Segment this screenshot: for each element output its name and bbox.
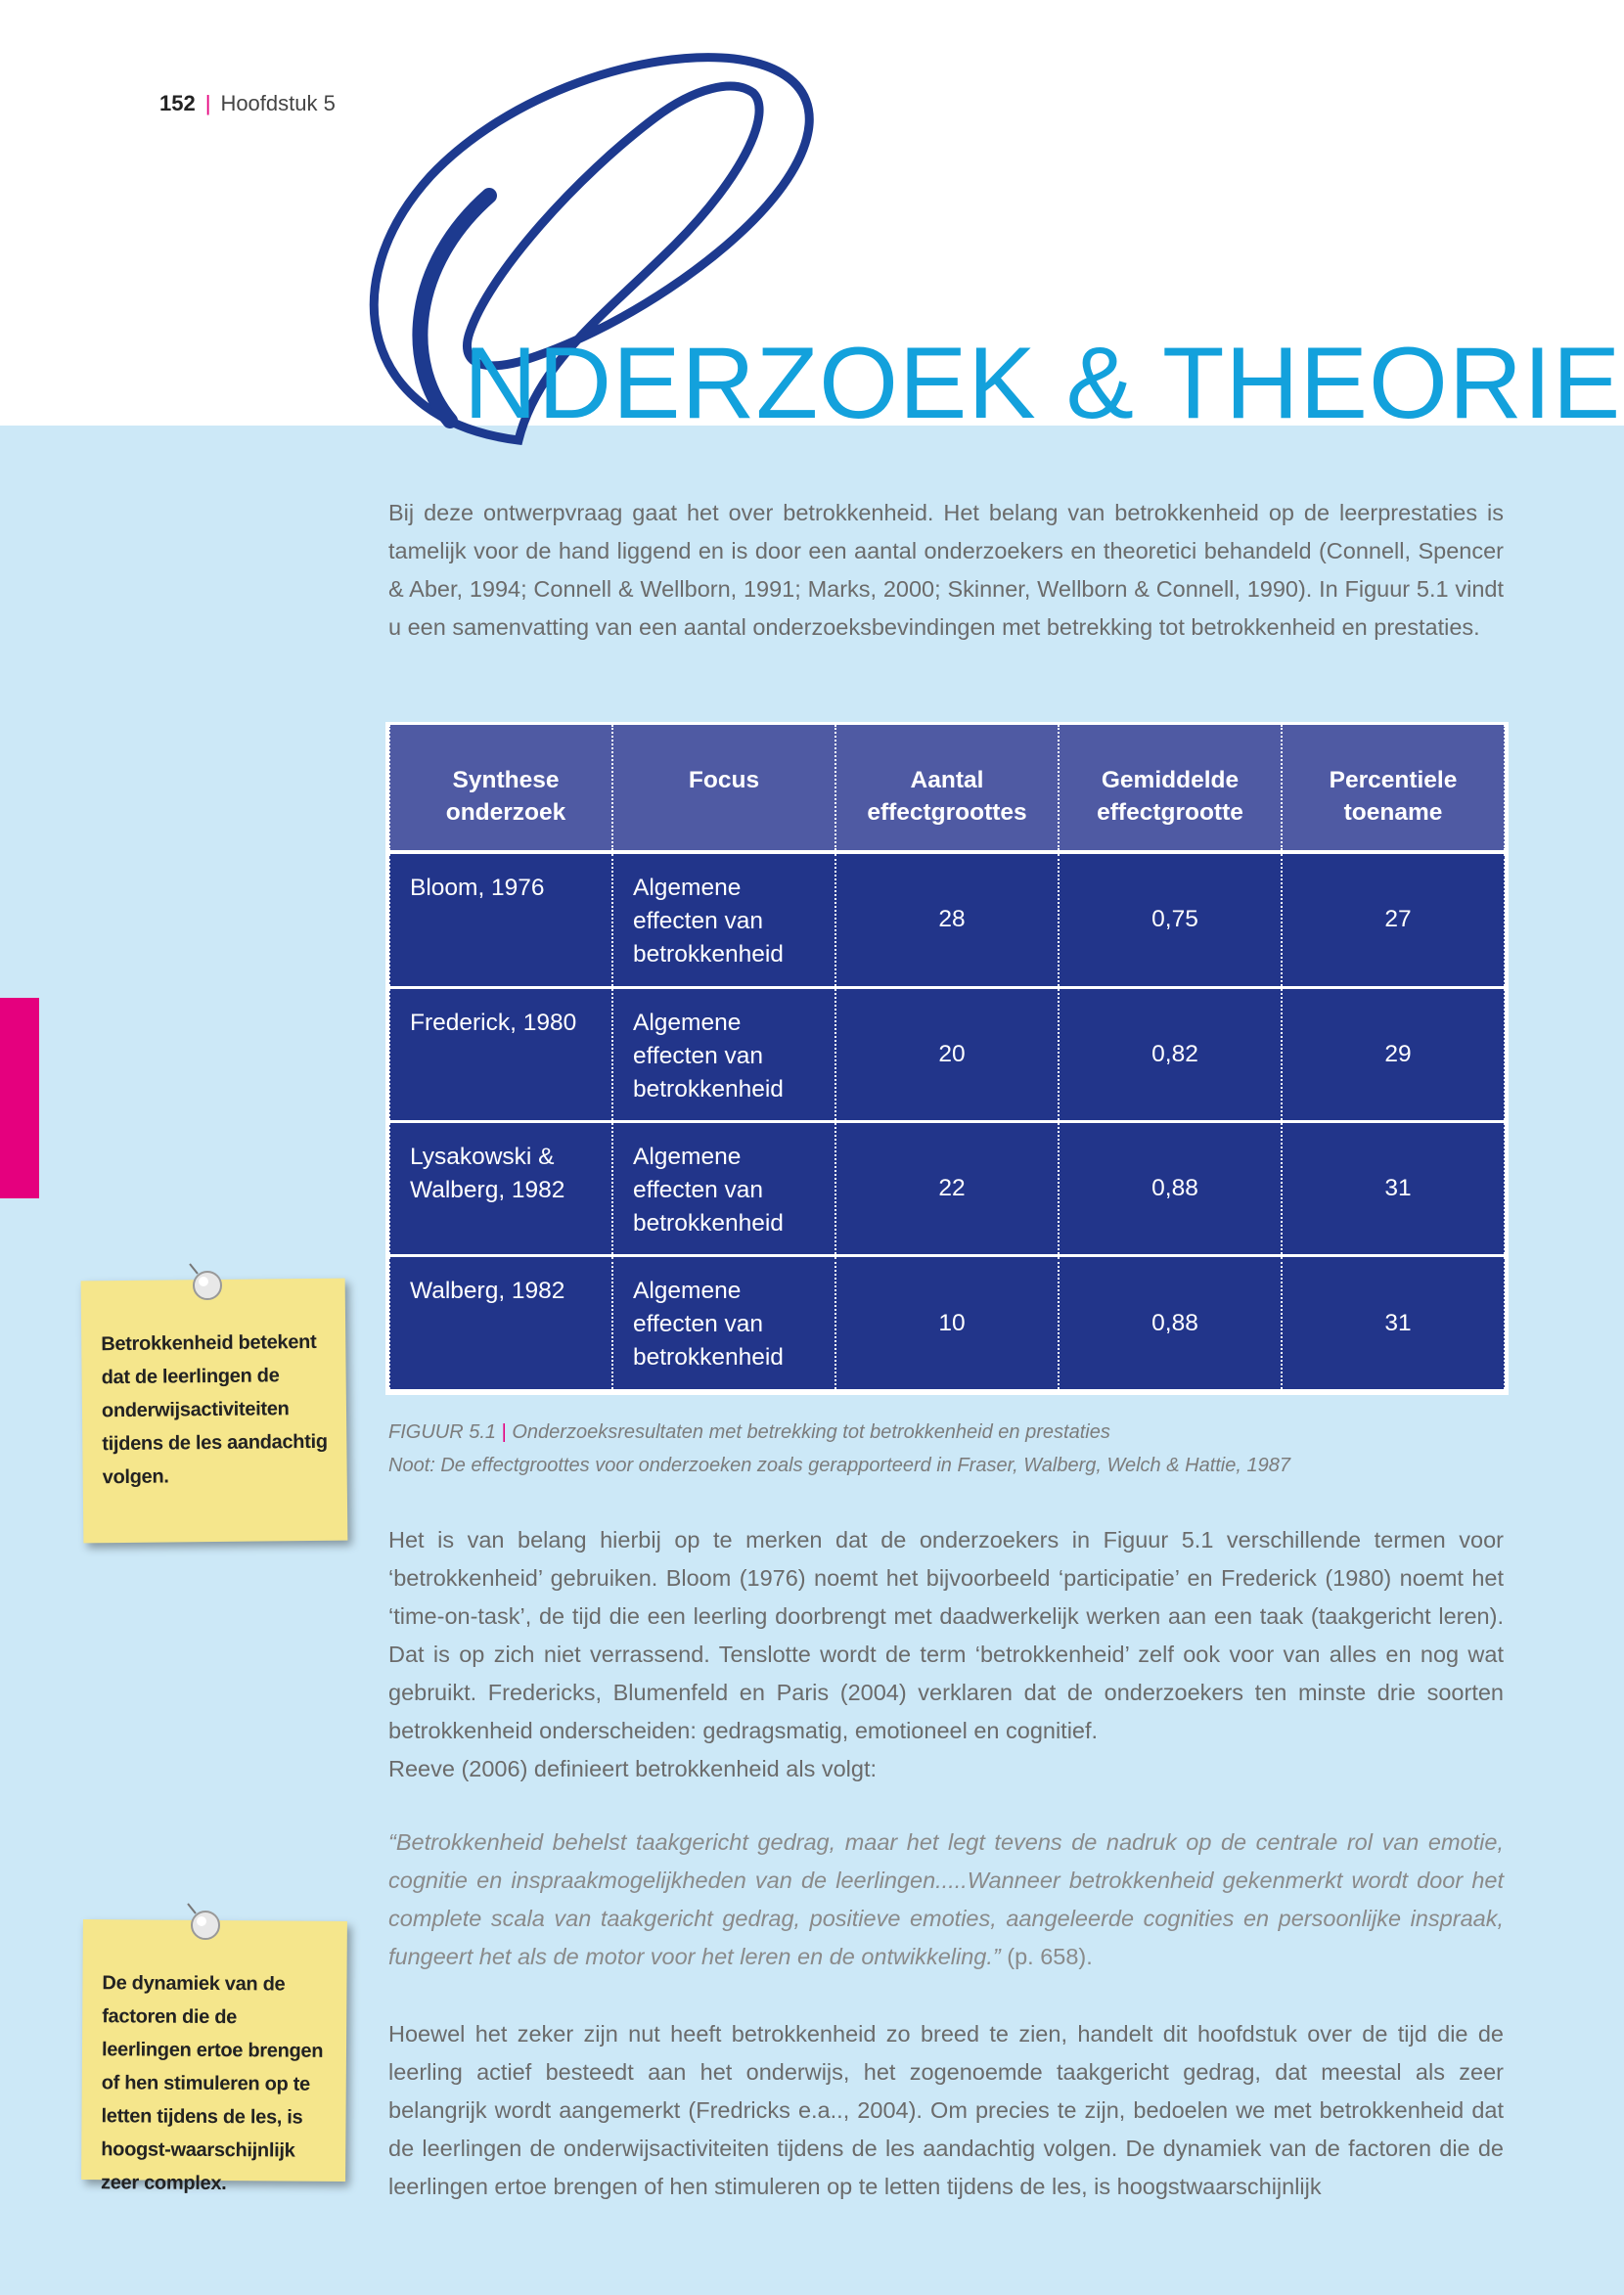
header-focus: Focus — [612, 725, 835, 852]
cell-count: 10 — [835, 1256, 1059, 1391]
quote-reference: (p. 658). — [1000, 1944, 1093, 1969]
table-header-row — [389, 725, 1505, 852]
sticky-note-2 — [81, 1919, 347, 2195]
cell-mean: 0,75 — [1059, 852, 1282, 987]
cell-percentile: 29 — [1282, 987, 1505, 1121]
reeve-quote — [388, 1823, 1504, 1976]
sticky-note-1 — [81, 1279, 348, 1544]
cell-mean: 0,88 — [1059, 1121, 1282, 1255]
cell-mean: 0,88 — [1059, 1256, 1282, 1391]
header-mean: Gemiddelde effectgrootte — [1059, 725, 1282, 852]
intro-paragraph: Bij deze ontwerpvraag gaat het over betrokkenheid. Het belang van betrokkenheid op de leerprestaties is tamelijk voor de hand liggend en is door een aantal onderzoekers en theoretici behandeld (Connell, Spencer & Aber, 1994; Connell & Wellborn, 1991; Marks, 2000; Skinner, Wellborn & Connell, 1990). In Figuur 5.1 vindt u een samenvatting van een aantal onderzoeksbevindingen met betrekking tot betrokkenheid en prestaties. — [388, 500, 1504, 640]
body-text-1: Het is van belang hierbij op te merken dat de onderzoekers in Figuur 5.1 verschillende termen voor ‘betrokkenheid’ gebruiken. Bloom (1976) noemt het bijvoorbeeld ‘participatie’ en Frederick (1980) noemt het ‘time-on-task’, de tijd die een leerling doorbrengt met daadwerkelijk werken aan een taak (taakgericht leren). Dat is op zich niet verrassend. Tenslotte wordt de term ‘betrokkenheid’ zelf ook voor van alles en nog wat gebruikt. Fredericks, Blumenfeld en Paris (2004) verklaren dat de onderzoekers ten minste drie soorten betrokkenheid onderscheiden: gedragsmatig, emotioneel en cognitief. — [388, 1527, 1504, 1743]
header-study: Synthese onderzoek — [389, 725, 612, 852]
header-percentile: Percentiele toename — [1282, 725, 1505, 852]
page-number: 152 — [159, 91, 196, 115]
pushpin-icon — [184, 1260, 227, 1309]
title-initial — [383, 327, 464, 440]
table-row — [389, 852, 1505, 987]
body-paragraph-1 — [388, 1521, 1504, 1788]
caption-note: Noot: De effectgroottes voor onderzoeken zoals gerapporteerd in Fraser, Walberg, Welch & Hattie, 1987 — [388, 1455, 1290, 1476]
table-row — [389, 1121, 1505, 1255]
page-title — [383, 327, 1622, 440]
table-row — [389, 987, 1505, 1121]
caption-label: FIGUUR 5.1 — [388, 1421, 497, 1443]
running-header: 152 | Hoofdstuk 5 — [159, 91, 336, 115]
cell-percentile: 31 — [1282, 1121, 1505, 1255]
results-table — [388, 725, 1506, 1392]
body-text-1b: Reeve (2006) definieert betrokkenheid als volgt: — [388, 1756, 878, 1781]
title-text: NDERZOEK & THEORIE — [463, 327, 1622, 440]
cell-count: 22 — [835, 1121, 1059, 1255]
chapter-label: Hoofdstuk 5 — [220, 91, 336, 115]
body-paragraph-2: Hoewel het zeker zijn nut heeft betrokkenheid zo breed te zien, handelt dit hoofdstuk over de tijd die de leerling actief besteedt aan het onderwijs, het zogenoemde taakgericht gedrag, dat meestal als zeer belangrijk wordt aangemerkt (Fredricks e.a.., 2004). Om precies te zijn, bedoelen we met betrokkenheid dat de leerlingen de onderwijsactiviteiten tijdens de les aandachtig volgen. De dynamiek van de factoren die de leerlingen ertoe brengen of hen stimuleren op te letten tijdens de les, is hoogstwaarschijnlijk — [388, 2021, 1504, 2199]
cell-percentile: 27 — [1282, 852, 1505, 987]
note-2-text: De dynamiek van de factoren die de leerlingen ertoe brengen of hen stimuleren op te letten tijdens de les, is hoogst-waarschijnlijk zeer complex. — [100, 1972, 324, 2195]
cell-study: Bloom, 1976 — [389, 852, 612, 987]
note-1-text: Betrokkenheid betekent dat de leerlingen de onderwijsactiviteiten tijdens de les aandachtig volgen. — [101, 1330, 328, 1489]
cell-count: 28 — [835, 852, 1059, 987]
cell-percentile: 31 — [1282, 1256, 1505, 1391]
cell-focus: Algemene effecten van betrokkenheid — [612, 987, 835, 1121]
pink-edge-tab — [0, 998, 39, 1198]
cell-study: Frederick, 1980 — [389, 987, 612, 1121]
cell-study: Walberg, 1982 — [389, 1256, 612, 1391]
caption-text: Onderzoeksresultaten met betrekking tot betrokkenheid en prestaties — [512, 1421, 1110, 1443]
cell-count: 20 — [835, 987, 1059, 1121]
table-row — [389, 1256, 1505, 1391]
cell-mean: 0,82 — [1059, 987, 1282, 1121]
pushpin-icon — [182, 1900, 225, 1949]
quote-text: “Betrokkenheid behelst taakgericht gedrag, maar het legt tevens de nadruk op de centrale rol van emotie, cognitie en inspraakmogelijkheden van de leerlingen.....Wanneer betrokkenheid gekenmerkt wordt door het complete scala van taakgericht gedrag, positieve emoties, aangeleerde cognities en persoonlijke inspraak, fungeert het als de motor voor het leren en de ontwikkeling.” — [388, 1829, 1504, 1969]
cell-focus: Algemene effecten van betrokkenheid — [612, 1121, 835, 1255]
cell-focus: Algemene effecten van betrokkenheid — [612, 852, 835, 987]
cell-study: Lysakowski & Walberg, 1982 — [389, 1121, 612, 1255]
figure-caption: FIGUUR 5.1 | Onderzoeksresultaten met betrekking tot betrokkenheid en prestaties Noot: De effectgroottes voor onderzoeken zoals gerapporteerd in Fraser, Walberg, Welch & Hattie, 1987 — [388, 1416, 1290, 1482]
header-count: Aantal effectgroottes — [835, 725, 1059, 852]
cell-focus: Algemene effecten van betrokkenheid — [612, 1256, 835, 1391]
